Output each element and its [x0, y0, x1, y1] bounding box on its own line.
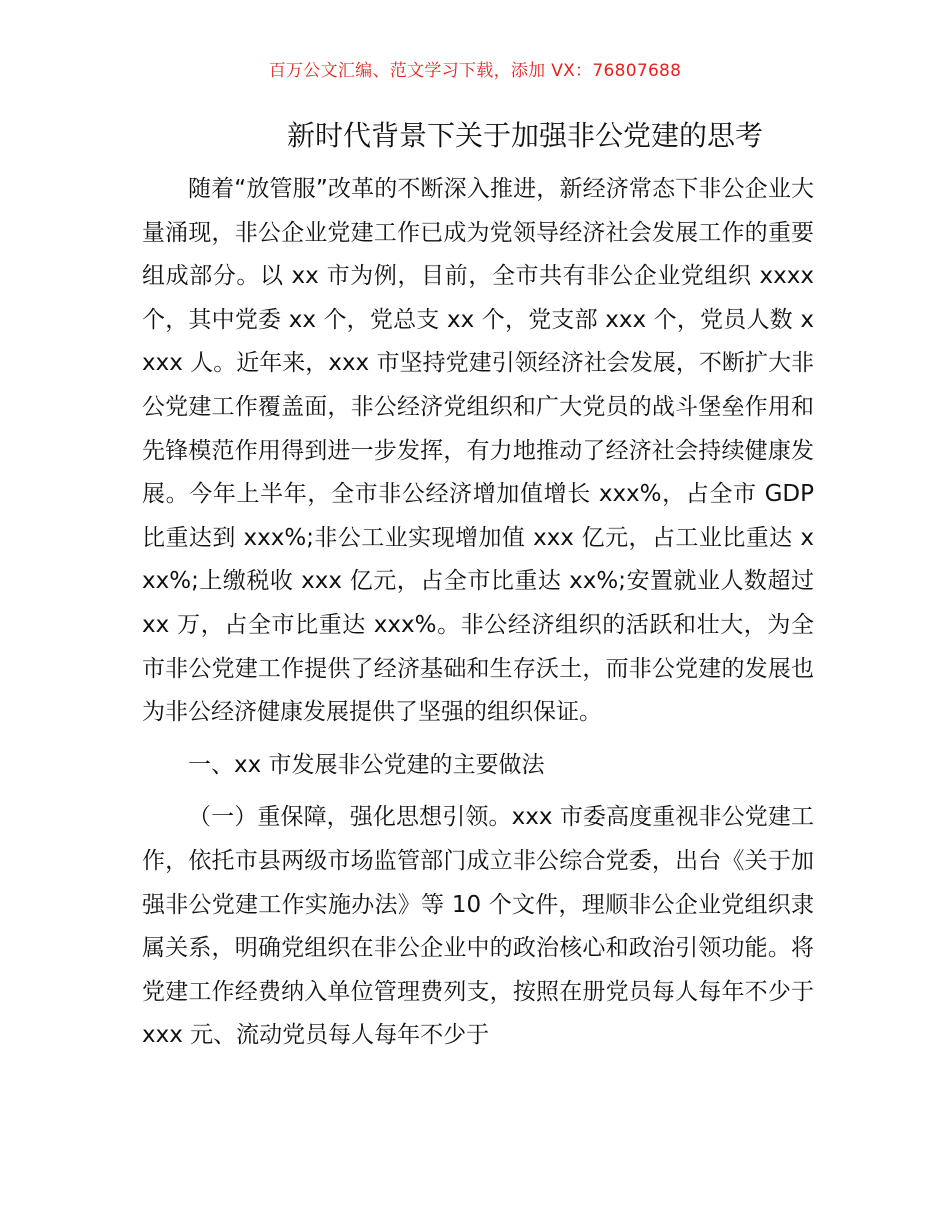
document-title: 新时代背景下关于加强非公党建的思考	[286, 119, 763, 152]
subsection-paragraph: （一）重保障，强化思想引领。xxx 市委高度重视非公党建工作，依托市县两级市场监管部门成立非公综合党委，出台《关于加强非公党建工作实施办法》等 10 个文件，理顺非公企业党组织隶属关系，明确党组织在非公企业中的政治核心和政治引领功能。将党建工作经费纳入单位管理费列支，按照在册党员每人每年不少于 xxx 元、流动党员每人每年不少于	[142, 804, 814, 1049]
section-heading: 一、xx 市发展非公党建的主要做法	[188, 751, 545, 778]
intro-paragraph: 随着“放管服”改革的不断深入推进，新经济常态下非公企业大量涌现，非公企业党建工作已成为党领导经济社会发展工作的重要组成部分。以 xx 市为例，目前，全市共有非公企业党组织 xxxx 个，其中党委 xx 个，党总支 xx 个，党支部 xxx 个，党员人数 xxxx 人。近年来，xxx 市坚持党建引领经济社会发展，不断扩大非公党建工作覆盖面，非公经济党组织和广大党员的战斗堡垒作用和先锋模范作用得到进一步发挥，有力地推动了经济社会持续健康发展。今年上半年，全市非公经济增加值增长 xxx%，占全市 GDP 比重达到 xxx%;非公工业实现增加值 xxx 亿元，占工业比重达 xxx%;上缴税收 xxx 亿元，占全市比重达 xx%;安置就业人数超过 xx 万，占全市比重达 xxx%。非公经济组织的活跃和壮大，为全市非公党建工作提供了经济基础和生存沃土，而非公党建的发展也为非公经济健康发展提供了坚强的组织保证。	[142, 176, 814, 726]
watermark-banner: 百万公文汇编、范文学习下载，添加 VX：76807688	[268, 61, 682, 81]
document-body	[142, 168, 814, 1058]
